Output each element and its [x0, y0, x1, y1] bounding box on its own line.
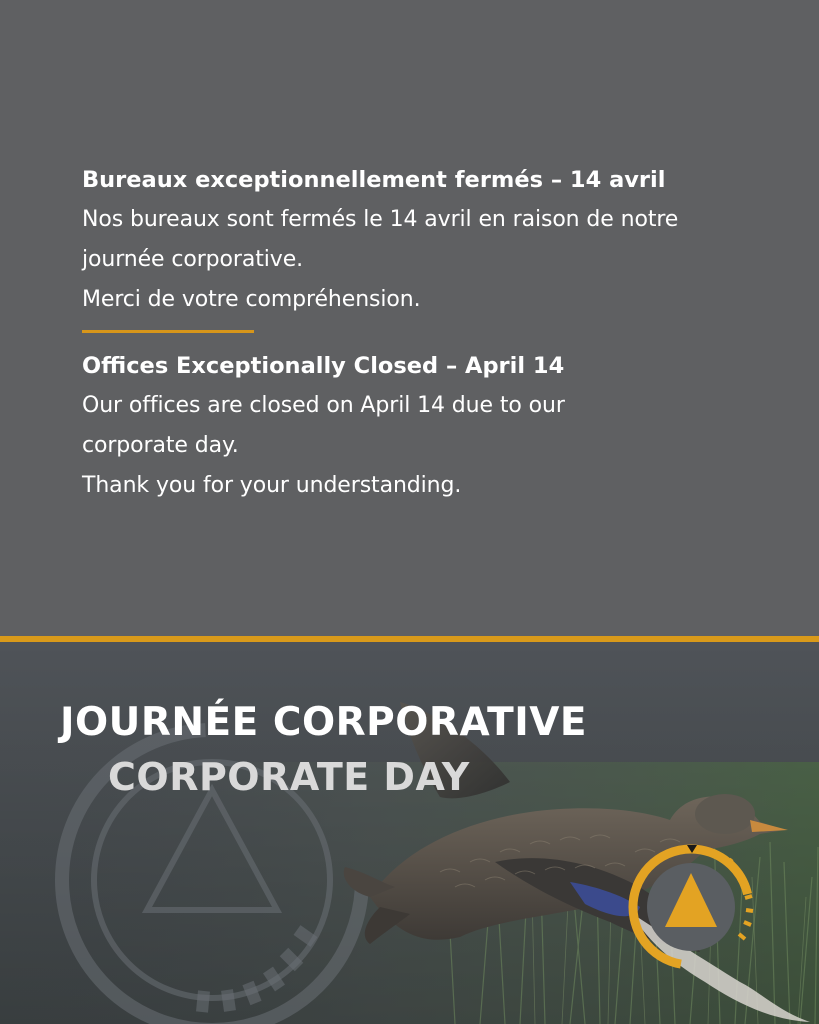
banner-title-english: CORPORATE DAY: [108, 755, 470, 799]
brand-logo-icon: [627, 843, 755, 971]
french-line-1: Nos bureaux sont fermés le 14 avril en raison de notre: [82, 207, 679, 232]
english-line-3: Thank you for your understanding.: [82, 473, 462, 498]
french-line-3: Merci de votre compréhension.: [82, 287, 421, 312]
english-line-2: corporate day.: [82, 433, 239, 458]
english-heading: Offices Exceptionally Closed – April 14: [82, 353, 565, 379]
french-heading: Bureaux exceptionnellement fermés – 14 avril: [82, 167, 666, 193]
banner-title-french: JOURNÉE CORPORATIVE: [60, 700, 588, 745]
french-notice: [82, 163, 772, 320]
english-line-1: Our offices are closed on April 14 due to our: [82, 393, 565, 418]
english-notice: [82, 349, 772, 506]
french-line-2: journée corporative.: [82, 247, 304, 272]
section-divider: [82, 330, 254, 333]
